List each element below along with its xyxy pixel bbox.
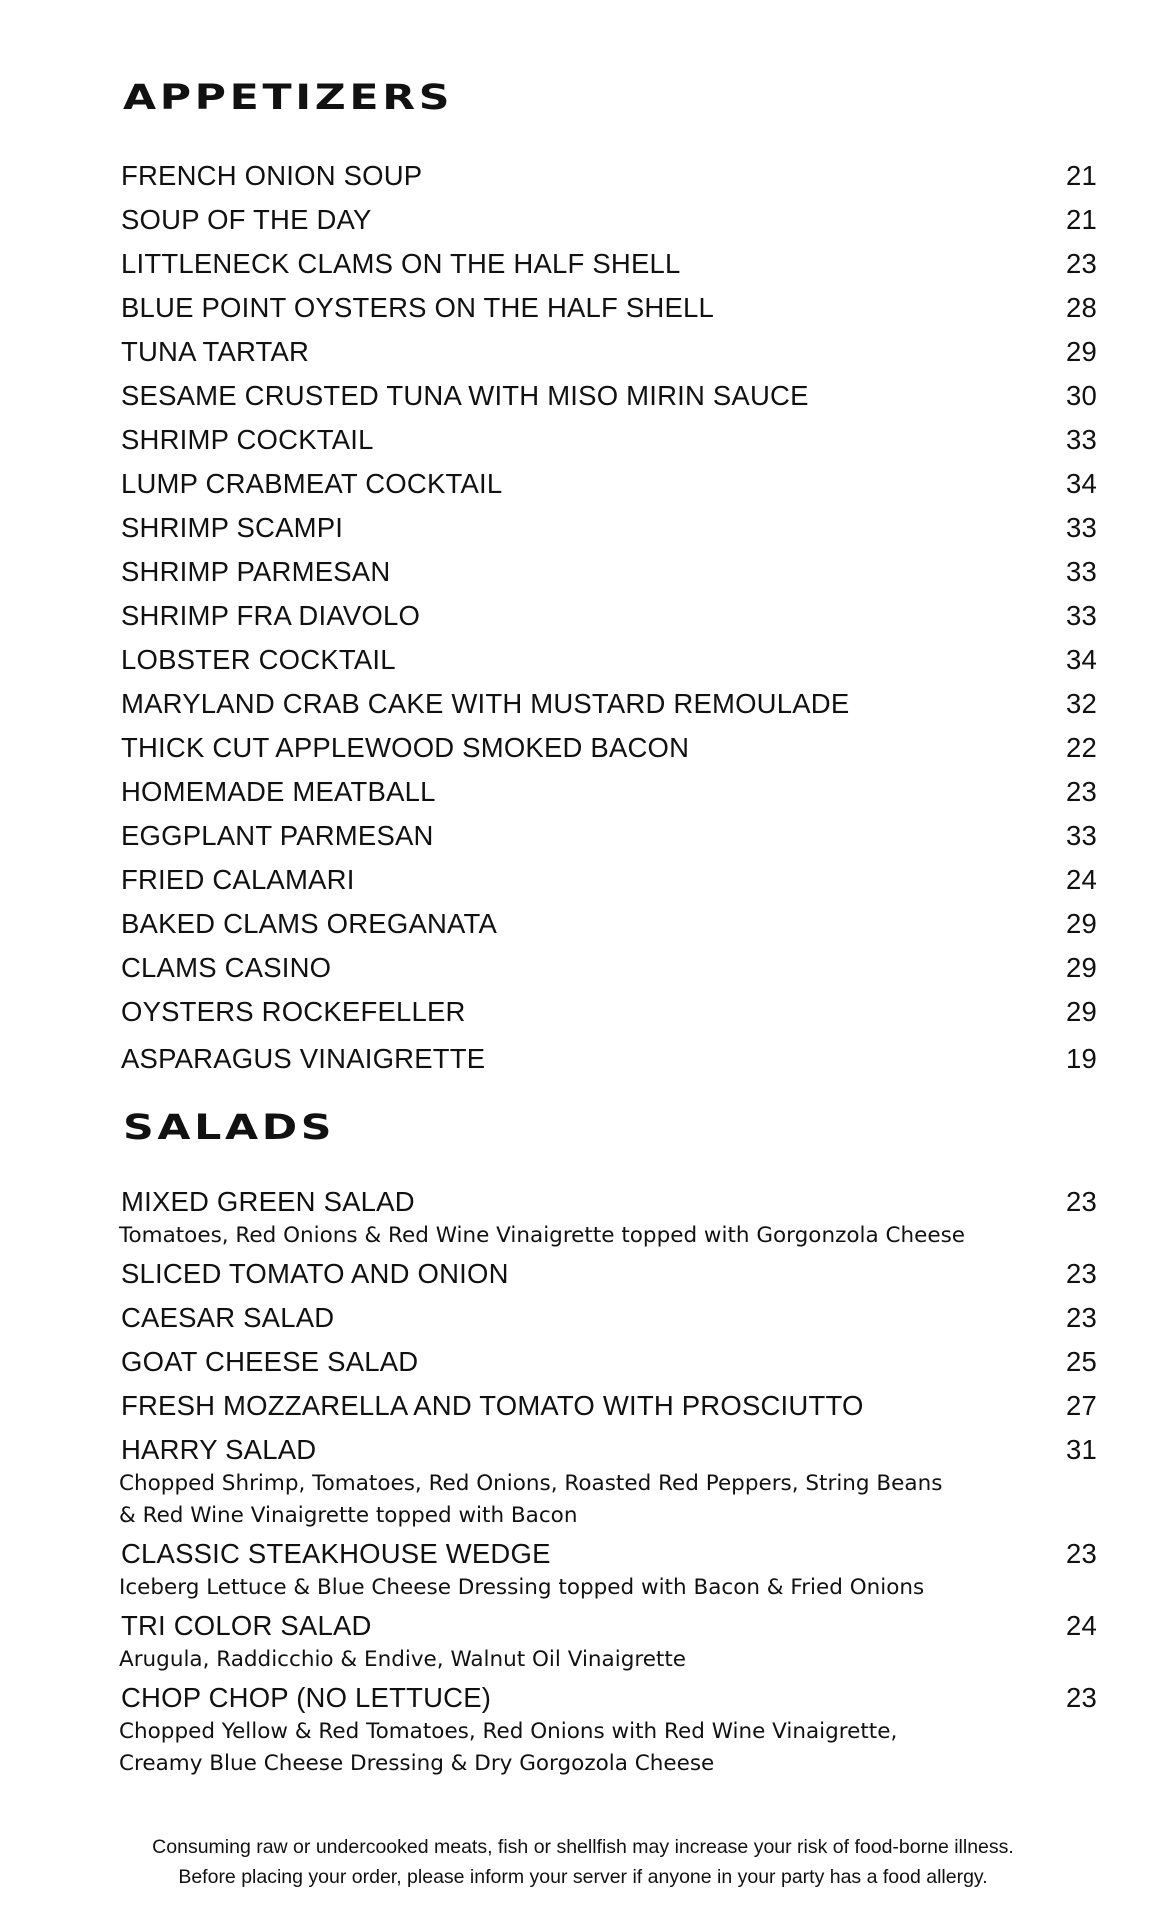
menu-item-row bbox=[121, 770, 1097, 814]
menu-item-row bbox=[121, 990, 1097, 1034]
menu-item bbox=[121, 418, 1097, 462]
menu-item bbox=[121, 1532, 1097, 1604]
menu-item bbox=[121, 902, 1097, 946]
menu-item-row bbox=[121, 1180, 1097, 1224]
item-price: 30 bbox=[1066, 380, 1097, 411]
menu-item bbox=[121, 462, 1097, 506]
item-description bbox=[119, 1716, 1097, 1780]
item-price: 33 bbox=[1066, 556, 1097, 587]
item-description-line: & Red Wine Vinaigrette topped with Bacon bbox=[119, 1503, 578, 1528]
menu-item bbox=[121, 1384, 1097, 1428]
menu-item bbox=[121, 1604, 1097, 1676]
item-name: ASPARAGUS VINAIGRETTE bbox=[121, 1043, 486, 1074]
item-name: TUNA TARTAR bbox=[121, 336, 310, 367]
menu-item bbox=[121, 682, 1097, 726]
item-description bbox=[119, 1572, 1097, 1604]
menu-item-row bbox=[121, 330, 1097, 374]
item-price: 32 bbox=[1066, 688, 1097, 719]
menu-item bbox=[121, 1340, 1097, 1384]
allergy-notice bbox=[0, 1832, 1166, 1892]
item-name: LITTLENECK CLAMS ON THE HALF SHELL bbox=[121, 248, 681, 279]
item-price: 23 bbox=[1066, 1186, 1097, 1217]
menu-item bbox=[121, 154, 1097, 198]
menu-item-row bbox=[121, 946, 1097, 990]
item-price: 29 bbox=[1066, 996, 1097, 1027]
menu-item-row bbox=[121, 682, 1097, 726]
menu-item bbox=[121, 1037, 1097, 1081]
item-name: EGGPLANT PARMESAN bbox=[121, 820, 434, 851]
item-name: SOUP OF THE DAY bbox=[121, 204, 372, 235]
item-name: MARYLAND CRAB CAKE WITH MUSTARD REMOULADE bbox=[121, 688, 850, 719]
menu-item bbox=[121, 1676, 1097, 1780]
item-price: 34 bbox=[1066, 468, 1097, 499]
menu-item-row bbox=[121, 418, 1097, 462]
item-price: 24 bbox=[1066, 1610, 1097, 1641]
item-name: CLASSIC STEAKHOUSE WEDGE bbox=[121, 1538, 551, 1569]
menu-item bbox=[121, 1180, 1097, 1252]
item-name: HARRY SALAD bbox=[121, 1434, 317, 1465]
item-name: BAKED CLAMS OREGANATA bbox=[121, 908, 498, 939]
item-name: BLUE POINT OYSTERS ON THE HALF SHELL bbox=[121, 292, 715, 323]
menu-item-row bbox=[121, 506, 1097, 550]
menu-item bbox=[121, 858, 1097, 902]
item-description-line: Chopped Shrimp, Tomatoes, Red Onions, Roasted Red Peppers, String Beans bbox=[119, 1471, 943, 1496]
item-price: 27 bbox=[1066, 1390, 1097, 1421]
item-name: CHOP CHOP (NO LETTUCE) bbox=[121, 1682, 492, 1713]
item-name: LOBSTER COCKTAIL bbox=[121, 644, 396, 675]
menu-item-row bbox=[121, 726, 1097, 770]
item-price: 24 bbox=[1066, 864, 1097, 895]
item-price: 21 bbox=[1066, 160, 1097, 191]
menu-item-row bbox=[121, 1037, 1097, 1081]
item-name: SHRIMP COCKTAIL bbox=[121, 424, 374, 455]
menu-item bbox=[121, 726, 1097, 770]
item-name: FRIED CALAMARI bbox=[121, 864, 355, 895]
item-description-line: Tomatoes, Red Onions & Red Wine Vinaigrette topped with Gorgonzola Cheese bbox=[119, 1223, 966, 1248]
item-price: 23 bbox=[1066, 776, 1097, 807]
item-description-line: Arugula, Raddicchio & Endive, Walnut Oil Vinaigrette bbox=[119, 1647, 687, 1672]
menu-item bbox=[121, 814, 1097, 858]
item-description-line: Iceberg Lettuce & Blue Cheese Dressing topped with Bacon & Fried Onions bbox=[119, 1575, 925, 1600]
menu-item-row bbox=[121, 814, 1097, 858]
menu-item-row bbox=[121, 550, 1097, 594]
item-price: 25 bbox=[1066, 1346, 1097, 1377]
item-price: 21 bbox=[1066, 204, 1097, 235]
item-price: 33 bbox=[1066, 600, 1097, 631]
item-price: 23 bbox=[1066, 248, 1097, 279]
menu-item bbox=[121, 1296, 1097, 1340]
item-name: CAESAR SALAD bbox=[121, 1302, 335, 1333]
menu-item bbox=[121, 594, 1097, 638]
menu-item-row bbox=[121, 374, 1097, 418]
item-price: 31 bbox=[1066, 1434, 1097, 1465]
item-price: 22 bbox=[1066, 732, 1097, 763]
item-price: 34 bbox=[1066, 644, 1097, 675]
item-price: 23 bbox=[1066, 1682, 1097, 1713]
menu-item-row bbox=[121, 858, 1097, 902]
menu-item-row bbox=[121, 1296, 1097, 1340]
item-name: SLICED TOMATO AND ONION bbox=[121, 1258, 509, 1289]
menu-item-row bbox=[121, 1252, 1097, 1296]
menu-item-row bbox=[121, 902, 1097, 946]
item-name: GOAT CHEESE SALAD bbox=[121, 1346, 419, 1377]
menu-item bbox=[121, 506, 1097, 550]
menu-item-row bbox=[121, 638, 1097, 682]
menu-item bbox=[121, 330, 1097, 374]
menu-item bbox=[121, 286, 1097, 330]
item-price: 19 bbox=[1066, 1043, 1097, 1074]
menu-item-row bbox=[121, 198, 1097, 242]
salads-heading: SALADS bbox=[123, 1108, 336, 1148]
item-description bbox=[119, 1220, 1097, 1252]
menu-item-row bbox=[121, 1340, 1097, 1384]
item-price: 29 bbox=[1066, 336, 1097, 367]
allergy-instruction: Before placing your order, please inform your server if anyone in your party has a food allergy. bbox=[178, 1866, 988, 1888]
item-name: CLAMS CASINO bbox=[121, 952, 332, 983]
menu-item bbox=[121, 1252, 1097, 1296]
menu-item bbox=[121, 1428, 1097, 1532]
item-price: 33 bbox=[1066, 512, 1097, 543]
menu-item-row bbox=[121, 286, 1097, 330]
item-name: LUMP CRABMEAT COCKTAIL bbox=[121, 468, 503, 499]
menu-item bbox=[121, 550, 1097, 594]
item-name: SHRIMP FRA DIAVOLO bbox=[121, 600, 421, 631]
item-name: SHRIMP SCAMPI bbox=[121, 512, 344, 543]
item-price: 23 bbox=[1066, 1538, 1097, 1569]
menu-item bbox=[121, 770, 1097, 814]
menu-item-row bbox=[121, 1428, 1097, 1472]
item-price: 29 bbox=[1066, 952, 1097, 983]
item-name: HOMEMADE MEATBALL bbox=[121, 776, 436, 807]
menu-item-row bbox=[121, 1604, 1097, 1648]
item-price: 33 bbox=[1066, 424, 1097, 455]
menu-item bbox=[121, 374, 1097, 418]
item-price: 29 bbox=[1066, 908, 1097, 939]
salads-list bbox=[121, 1180, 1097, 1780]
appetizers-list bbox=[121, 154, 1097, 1081]
menu-item bbox=[121, 946, 1097, 990]
item-description bbox=[119, 1468, 1097, 1532]
menu-item-row bbox=[121, 1532, 1097, 1576]
item-name: MIXED GREEN SALAD bbox=[121, 1186, 415, 1217]
item-price: 28 bbox=[1066, 292, 1097, 323]
item-name: FRESH MOZZARELLA AND TOMATO WITH PROSCIUTTO bbox=[121, 1390, 864, 1421]
item-description-line: Chopped Yellow & Red Tomatoes, Red Onions with Red Wine Vinaigrette, bbox=[119, 1719, 898, 1744]
appetizers-heading: APPETIZERS bbox=[123, 78, 454, 118]
item-name: FRENCH ONION SOUP bbox=[121, 160, 423, 191]
item-name: TRI COLOR SALAD bbox=[121, 1610, 372, 1641]
item-description-line: Creamy Blue Cheese Dressing & Dry Gorgozola Cheese bbox=[119, 1751, 715, 1776]
item-price: 33 bbox=[1066, 820, 1097, 851]
item-name: SESAME CRUSTED TUNA WITH MISO MIRIN SAUCE bbox=[121, 380, 809, 411]
menu-item-row bbox=[121, 594, 1097, 638]
item-name: OYSTERS ROCKEFELLER bbox=[121, 996, 466, 1027]
menu-item-row bbox=[121, 154, 1097, 198]
item-price: 23 bbox=[1066, 1258, 1097, 1289]
item-description bbox=[119, 1644, 1097, 1676]
raw-food-warning: Consuming raw or undercooked meats, fish or shellfish may increase your risk of food-borne illness. bbox=[152, 1836, 1014, 1858]
menu-item-row bbox=[121, 1676, 1097, 1720]
item-name: SHRIMP PARMESAN bbox=[121, 556, 391, 587]
item-name: THICK CUT APPLEWOOD SMOKED BACON bbox=[121, 732, 690, 763]
menu-item bbox=[121, 242, 1097, 286]
menu-item-row bbox=[121, 462, 1097, 506]
menu-item bbox=[121, 990, 1097, 1034]
menu-item-row bbox=[121, 1384, 1097, 1428]
menu-item bbox=[121, 638, 1097, 682]
item-price: 23 bbox=[1066, 1302, 1097, 1333]
menu-item-row bbox=[121, 242, 1097, 286]
menu-item bbox=[121, 198, 1097, 242]
